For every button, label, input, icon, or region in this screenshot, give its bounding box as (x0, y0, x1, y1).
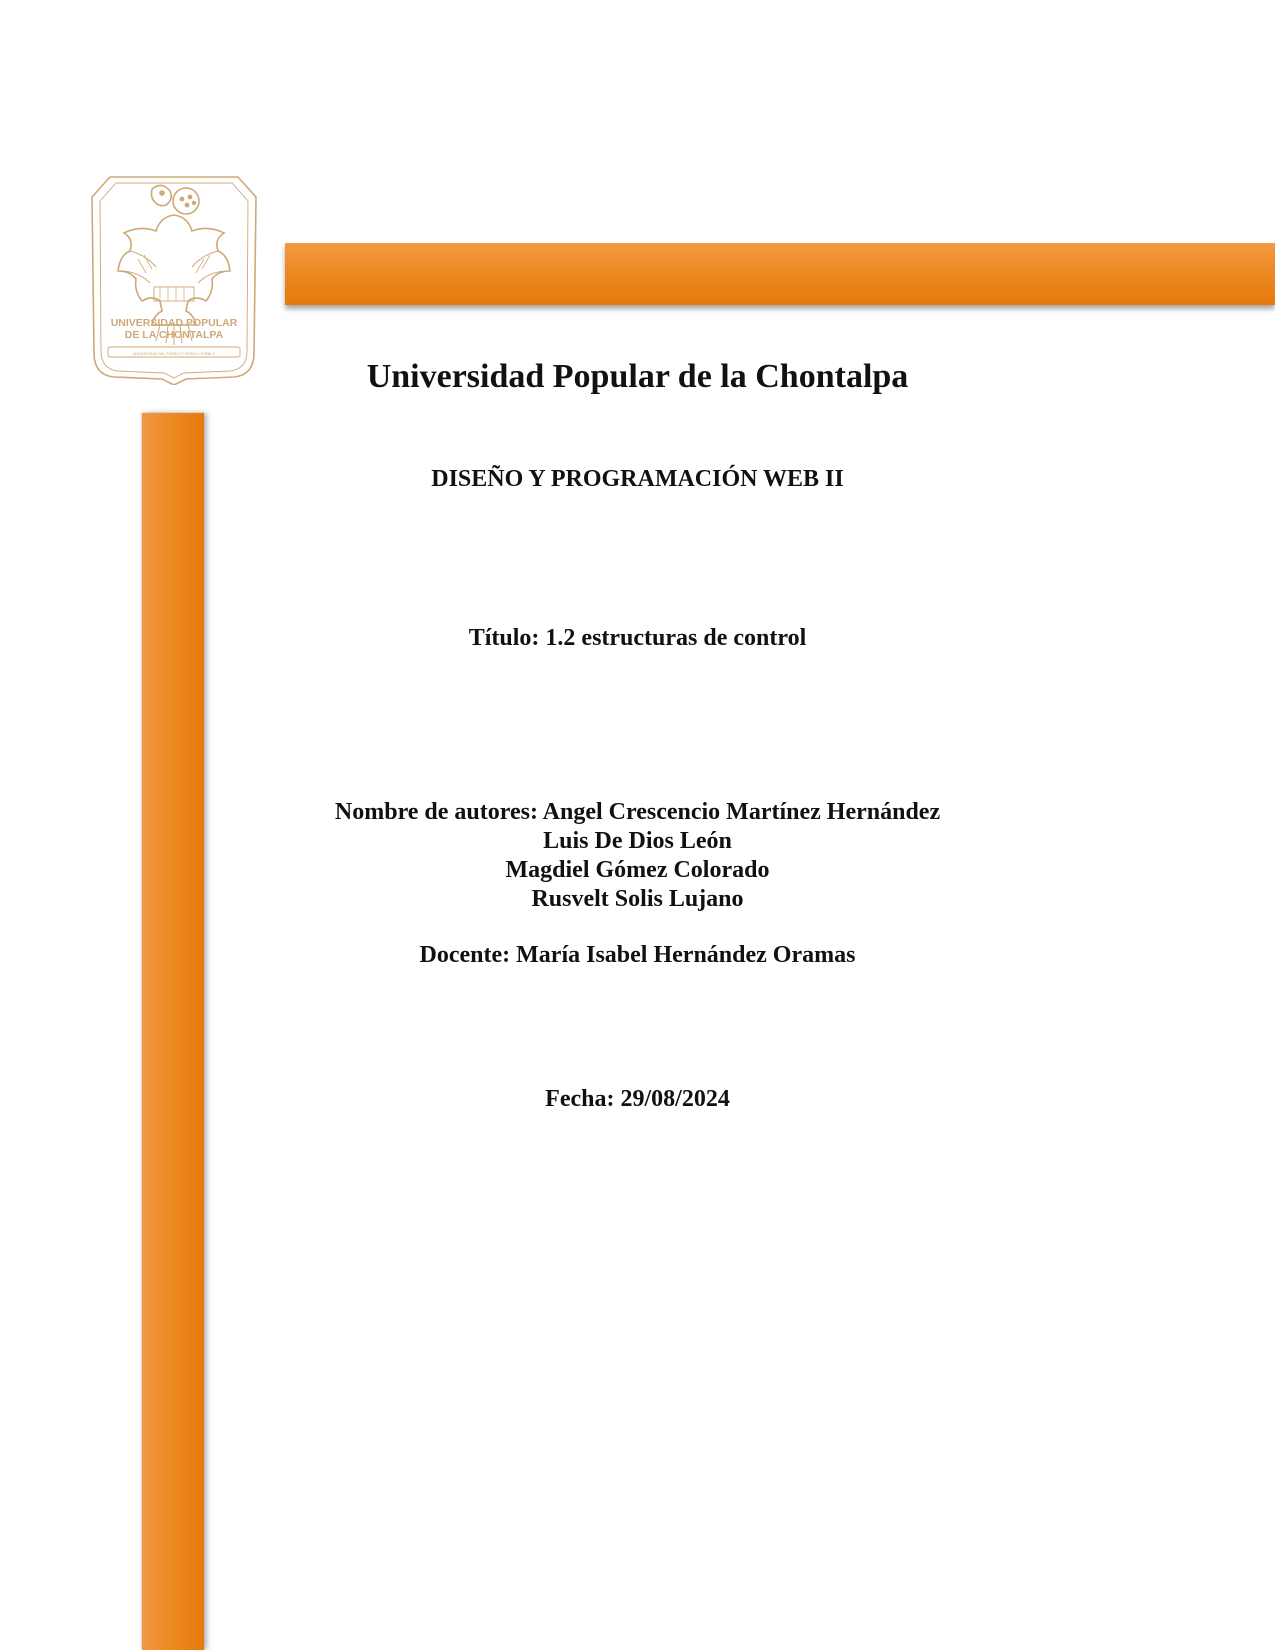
orange-horizontal-bar (285, 243, 1275, 305)
seal-name-line2: DE LA CHONTALPA (124, 329, 224, 341)
teacher-name: Docente: María Isabel Hernández Oramas (419, 942, 856, 968)
authors-first-line: Nombre de autores: Angel Crescencio Martínez Hernández (334, 799, 941, 825)
orange-vertical-bar (142, 413, 204, 1650)
course-name: DISEÑO Y PROGRAMACIÓN WEB II (431, 466, 844, 492)
authors-block (285, 798, 990, 914)
author-name: Magdiel Gómez Colorado (505, 857, 770, 883)
university-seal-logo (90, 175, 258, 385)
author-name: Luis De Dios León (543, 828, 732, 854)
university-name: Universidad Popular de la Chontalpa (366, 358, 909, 395)
seal-name-line1: UNIVERSIDAD POPULAR (110, 317, 238, 329)
document-date: Fecha: 29/08/2024 (545, 1086, 730, 1112)
document-title: Título: 1.2 estructuras de control (468, 625, 807, 651)
seal-motto: UNIVERSIDAD DEL PUEBLO Y PARA EL PUEBLO (132, 352, 216, 356)
author-name: Rusvelt Solis Lujano (531, 886, 744, 912)
